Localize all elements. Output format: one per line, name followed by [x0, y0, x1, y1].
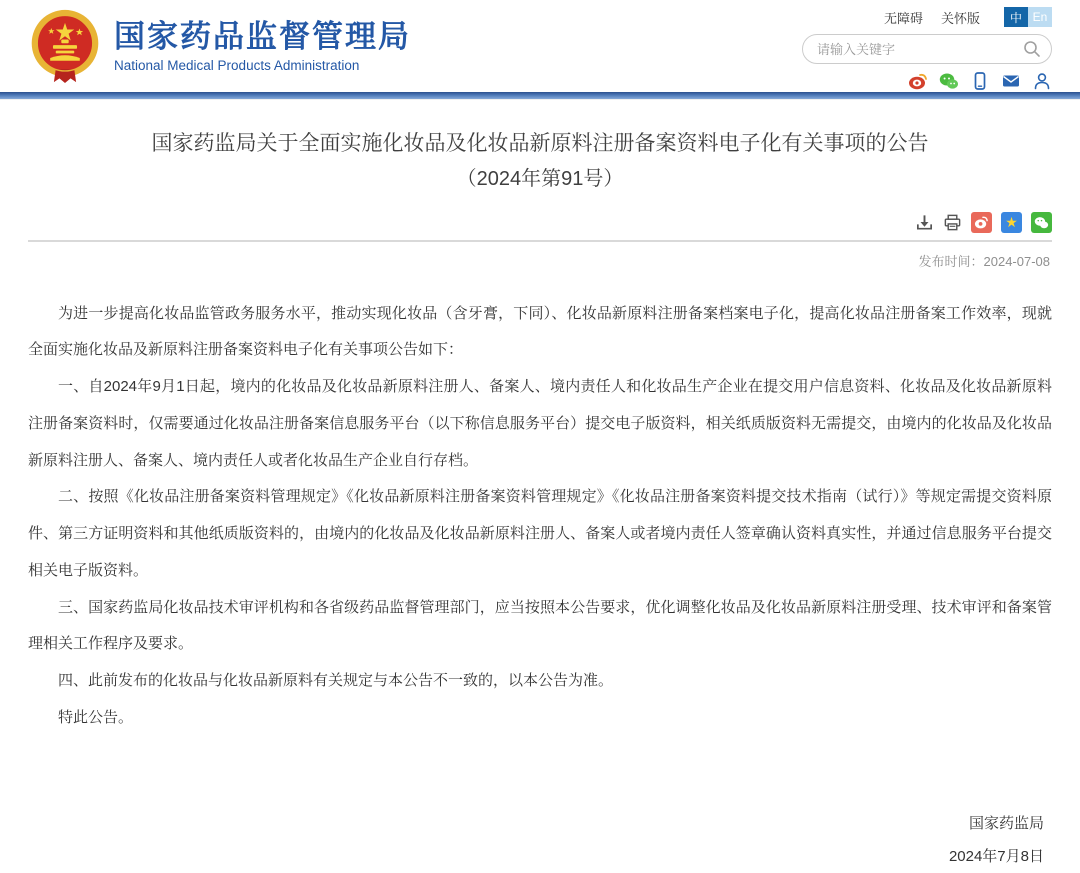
mobile-icon[interactable]	[970, 71, 990, 91]
share-qzone-icon[interactable]: ★	[1001, 212, 1022, 233]
article-title-line2: （2024年第91号）	[456, 167, 624, 190]
weibo-icon[interactable]	[908, 71, 928, 91]
paragraph-closing: 特此公告。	[58, 708, 134, 726]
user-icon[interactable]	[1032, 71, 1052, 91]
paragraph-item-4: 四、此前发布的化妆品与化妆品新原料有关规定与本公告不一致的，以本公告为准。	[58, 672, 614, 690]
lang-tab-english[interactable]: En	[1028, 7, 1052, 27]
brand	[28, 8, 411, 84]
brand-text	[114, 19, 411, 74]
lang-tab-chinese[interactable]: 中	[1004, 7, 1028, 27]
mail-icon[interactable]	[1001, 71, 1021, 91]
article-body	[28, 296, 1052, 737]
wechat-icon[interactable]	[939, 71, 959, 91]
publish-row	[28, 242, 1052, 270]
national-emblem-logo	[28, 8, 102, 84]
search-input[interactable]	[817, 42, 1023, 57]
language-tabs	[1004, 7, 1052, 27]
publish-label: 发布时间：	[918, 253, 984, 269]
article-title	[28, 126, 1052, 196]
article-toolbar	[28, 212, 1052, 240]
paragraph-item-3: 三、国家药监局化妆品技术审评机构和各省级药品监督管理部门，应当按照本公告要求，优化调整化妆品及化妆品新原料注册受理、技术审评和备案管理相关工作程序及要求。	[28, 598, 1052, 653]
site-title-cn: 国家药品监督管理局	[114, 18, 411, 54]
social-row	[908, 71, 1052, 91]
article-title-line1: 国家药监局关于全面实施化妆品及化妆品新原料注册备案资料电子化有关事项的公告	[151, 132, 929, 155]
site-title-en: National Medical Products Administration	[114, 58, 360, 74]
share-wechat-icon[interactable]	[1031, 212, 1052, 233]
accessibility-link[interactable]: 无障碍	[883, 10, 923, 26]
search-box	[802, 34, 1052, 64]
download-icon[interactable]	[915, 213, 934, 232]
share-weibo-icon[interactable]	[971, 212, 992, 233]
article-content	[0, 99, 1080, 873]
signature-date: 2024年7月8日	[948, 847, 1044, 865]
signature-block	[28, 807, 1052, 873]
header-divider-bar	[0, 92, 1080, 99]
print-icon[interactable]	[943, 213, 962, 232]
signature-agency: 国家药监局	[968, 814, 1044, 832]
header-right	[802, 1, 1052, 91]
top-links	[884, 7, 1052, 27]
paragraph-item-2: 二、按照《化妆品注册备案资料管理规定》《化妆品新原料注册备案资料管理规定》《化妆品注册备案资料提交技术指南（试行）》等规定需提交资料原件、第三方证明资料和其他纸质版资料的，由境内的化妆品及化妆品新原料注册人、备案人或者境内责任人签章确认资料真实性，并通过信息服务平台提交相关电子版资料。	[28, 488, 1052, 579]
site-header	[0, 0, 1080, 92]
search-icon[interactable]	[1023, 40, 1041, 58]
paragraph-intro: 为进一步提高化妆品监管政务服务水平，推动实现化妆品（含牙膏，下同）、化妆品新原料注册备案档案电子化，提高化妆品注册备案工作效率，现就全面实施化妆品及新原料注册备案资料电子化有关事项公告如下：	[28, 304, 1052, 359]
care-edition-link[interactable]: 关怀版	[940, 10, 980, 26]
paragraph-item-1: 一、自2024年9月1日起，境内的化妆品及化妆品新原料注册人、备案人、境内责任人和化妆品生产企业在提交用户信息资料、化妆品及化妆品新原料注册备案资料时，仅需要通过化妆品注册备案信息服务平台（以下称信息服务平台）提交电子版资料，相关纸质版资料无需提交，由境内的化妆品及化妆品新原料注册人、备案人、境内责任人或者化妆品生产企业自行存档。	[28, 378, 1052, 469]
publish-date: 2024-07-08	[983, 253, 1050, 269]
